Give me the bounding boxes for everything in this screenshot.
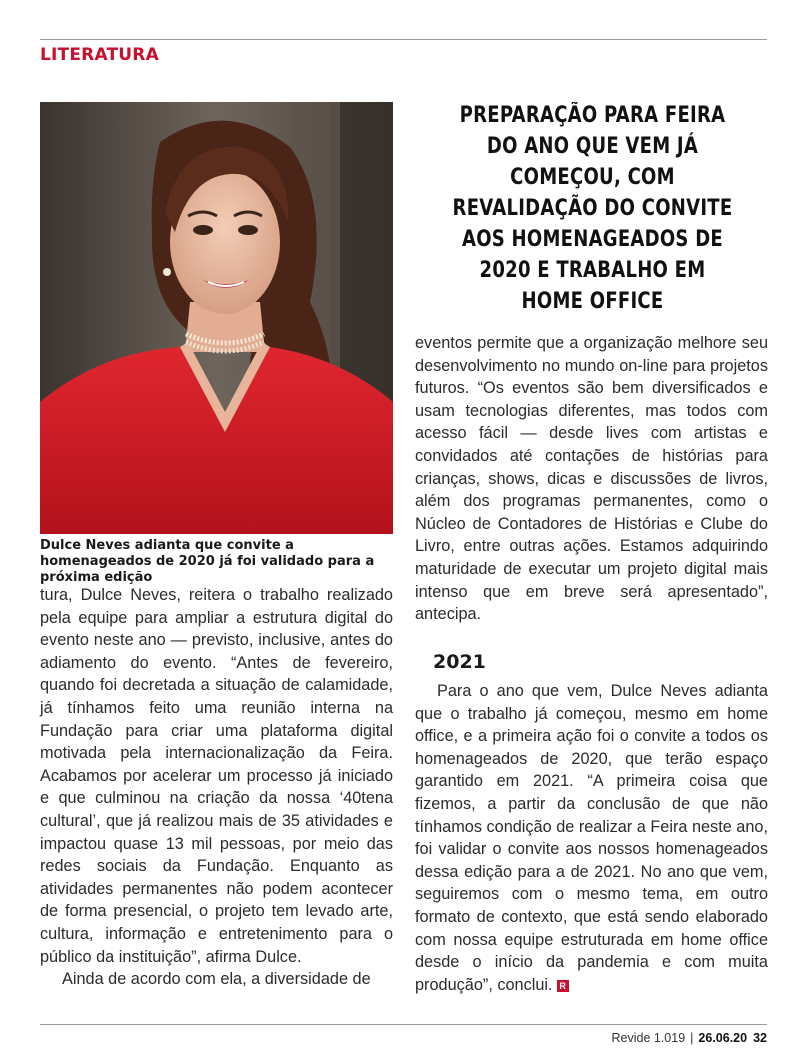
page-footer xyxy=(612,1031,768,1045)
top-rule xyxy=(40,39,767,40)
left-paragraph-1: tura, Dulce Neves, reitera o trabalho realizado pela equipe para ampliar a estrutura digital do evento neste ano — previsto, inclusive, antes do adiamento do evento. “Antes de fevereiro, quando foi decretada a situação de calamidade, já tínhamos feito uma reunião interna na Fundação para criar uma plataforma digital motivada pela internacionalização da Feira. Acabamos por acelerar um processo já iniciado e que culminou na criação da nossa ‘40tena cultural’, que já realizou mais de 35 atividades e impactou quase 13 mil pessoas, por meio das redes sociais da Fundação. Enquanto as atividades permanentes não podem acontecer de forma presencial, o projeto tem levado arte, cultura, informação e entretenimento para o público da instituição”, afirma Dulce. xyxy=(40,586,393,966)
section-subhead: 2021 xyxy=(433,651,486,673)
right-column-top xyxy=(415,332,768,626)
photo-caption: Dulce Neves adianta que convite a homenageados de 2020 já foi validado para a próxima edição xyxy=(40,538,375,585)
page-number: 32 xyxy=(753,1031,767,1045)
footer-separator: | xyxy=(690,1031,694,1045)
bottom-rule xyxy=(40,1024,767,1025)
end-mark-icon: R xyxy=(557,980,569,992)
issue-date: 26.06.20 xyxy=(698,1031,748,1045)
right-paragraph-1: eventos permite que a organização melhore seu desenvolvimento no mundo on-line para projetos futuros. “Os eventos são bem diversificados e usam tecnologias diferentes, mas todos com acesso fácil — desde lives com artistas e convidados até contações de histórias para crianças, shows, dicas e discussões de livros, além dos programas permanentes, como o Núcleo de Contadores de Histórias e Clube do Livro, entre outras ações. Estamos adquirindo maturidade de executar um projeto digital mais intenso que em breve será apresentado”, antecipa. xyxy=(415,334,768,624)
right-paragraph-2 xyxy=(415,680,768,996)
left-column xyxy=(40,584,393,991)
right-paragraph-2-text: Para o ano que vem, Dulce Neves adianta que o trabalho já começou, mesmo em home office, e a primeira ação foi o convite a todos os homenageados de 2020, que terão espaço garantido em 2021. “A primeira coisa que fizemos, a partir da conclusão de que não tínhamos condição de realizar a Feira neste ano, foi validar o convite aos nossos homenageados dessa edição para a de 2021. No ano que vem, seguiremos com o mesmo tema, em outro formato de contexto, que está sendo elaborado com nossa equipe estruturada em home office desde o início da pandemia e com muita produção”, conclui. xyxy=(415,682,768,994)
headline: PREPARAÇÃO PARA FEIRA DO ANO QUE VEM JÁ COMEÇOU, COM REVALIDAÇÃO DO CONVITE AOS HOMENAGEADOS DE 2020 E TRABALHO EM HOME OFFICE xyxy=(452,103,733,314)
right-column-bottom xyxy=(415,680,768,996)
left-paragraph-2: Ainda de acordo com ela, a diversidade de xyxy=(62,970,371,989)
section-label: LITERATURA xyxy=(40,45,159,65)
portrait-photo xyxy=(40,102,393,534)
magazine-issue: Revide 1.019 xyxy=(611,1031,686,1045)
